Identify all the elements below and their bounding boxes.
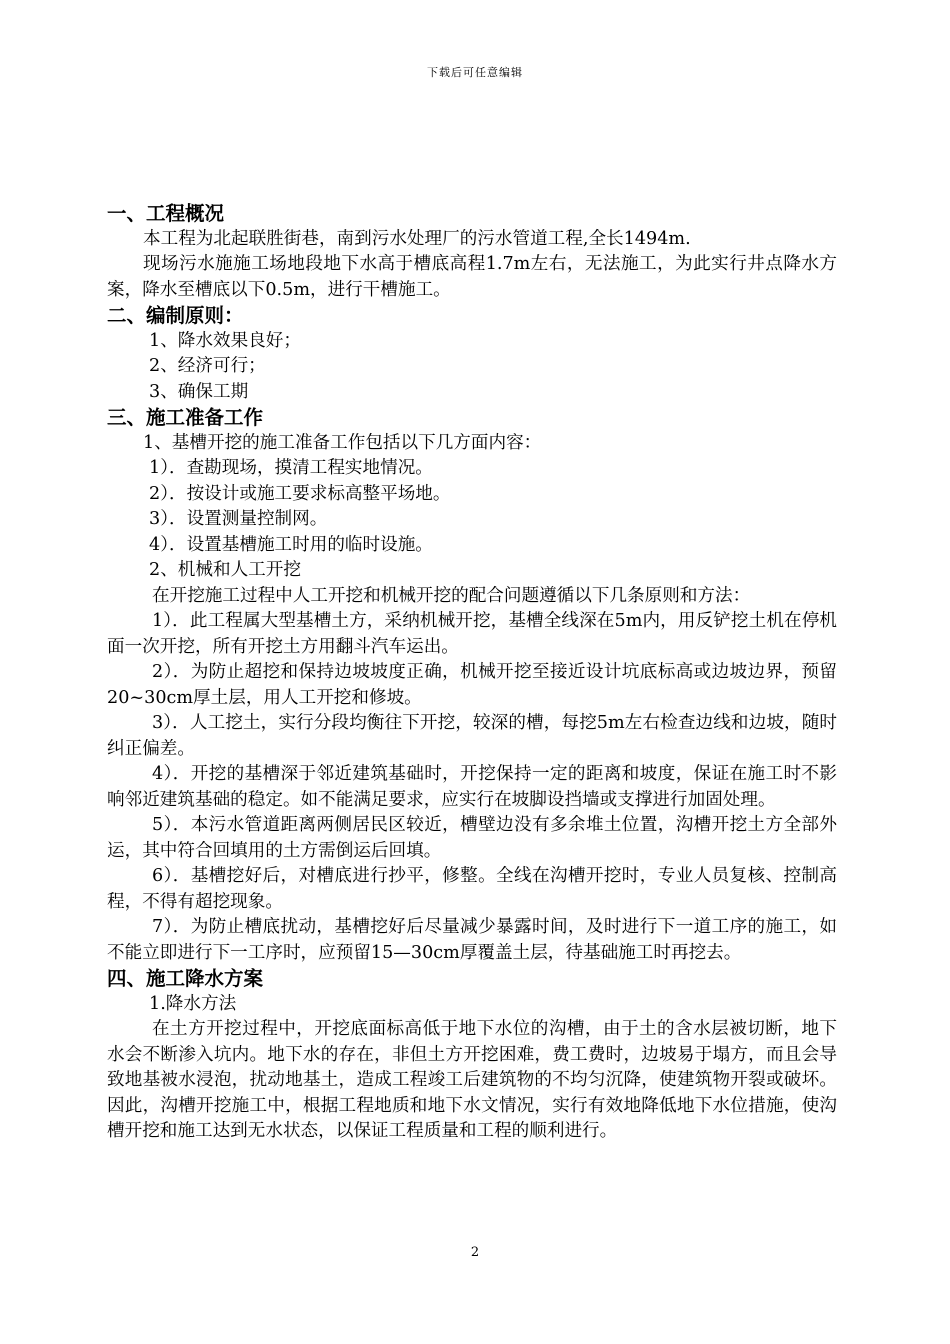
section-2-title: 二、编制原则：	[107, 304, 244, 327]
list-item: 4）．设置基槽施工时用的临时设施。	[149, 534, 433, 555]
page-number: 2	[470, 1245, 480, 1260]
paragraph: 在土方开挖过程中，开挖底面标高低于地下水位的沟槽，由于土的含水层被切断，地下水会不断渗入坑内。地下水的存在，非但土方开挖困难，费工费时，边坡易于塌方，而且会导致地基被水浸泡，扰动地基土，造成工程竣工后建筑物的不均匀沉降，使建筑物开裂或破坏。因此，沟槽开挖施工中，根据工程地质和地下水文情况，实行有效地降低地下水位措施，使沟槽开挖和施工达到无水状态，以保证工程质量和工程的顺利进行。	[107, 1019, 837, 1141]
section-1-title: 一、工程概况	[107, 202, 225, 225]
rule-paragraph: 7）．为防止槽底扰动，基槽挖好后尽量减少暴露时间，及时进行下一道工序的施工，如不能立即进行下一工序时，应预留15—30cm厚覆盖土层，待基础施工时再挖去。	[107, 917, 837, 963]
rule-paragraph: 2）．为防止超挖和保持边坡坡度正确，机械开挖至接近设计坑底标高或边坡边界，预留20~30cm厚土层，用人工开挖和修坡。	[107, 662, 837, 708]
rule-paragraph: 1）．此工程属大型基槽土方，采纳机械开挖，基槽全线深在5m内，用反铲挖土机在停机面一次开挖，所有开挖土方用翻斗汽车运出。	[107, 611, 837, 657]
section-1-paragraph: 本工程为北起联胜街巷，南到污水处理厂的污水管道工程,全长1494m.	[143, 228, 691, 249]
subsection-heading: 1.降水方法	[149, 993, 237, 1014]
paragraph: 在开挖施工过程中人工开挖和机械开挖的配合问题遵循以下几条原则和方法：	[152, 585, 751, 606]
rule-paragraph: 3）．人工挖土，实行分段均衡往下开挖，较深的槽，每挖5m左右检查边线和边坡，随时纠正偏差。	[107, 713, 837, 759]
list-item: 2、经济可行；	[149, 356, 266, 376]
section-4-title: 四、施工降水方案	[107, 967, 264, 990]
list-item: 1、降水效果良好；	[149, 330, 301, 351]
subsection-heading: 2、机械和人工开挖	[149, 560, 301, 580]
list-item: 3、确保工期	[149, 381, 249, 402]
document-body	[107, 201, 837, 1145]
list-item: 2）．按设计或施工要求标高整平场地。	[149, 483, 451, 504]
section-3-title: 三、施工准备工作	[107, 406, 264, 429]
page-header: 下载后可任意编辑	[427, 66, 523, 79]
list-item: 3）．设置测量控制网。	[149, 509, 328, 529]
subsection-heading: 1、基槽开挖的施工准备工作包括以下几方面内容：	[143, 432, 542, 453]
list-item: 1）．查勘现场，摸清工程实地情况。	[149, 458, 433, 478]
rule-paragraph: 4）．开挖的基槽深于邻近建筑基础时，开挖保持一定的距离和坡度，保证在施工时不影响邻近建筑基础的稳定。如不能满足要求，应实行在坡脚设挡墙或支撑进行加固处理。	[107, 764, 837, 810]
section-1-paragraph: 现场污水施施工场地段地下水高于槽底高程1.7m左右，无法施工，为此实行井点降水方案，降水至槽底以下0.5m，进行干槽施工。	[107, 254, 837, 300]
rule-paragraph: 5）．本污水管道距离两侧居民区较近，槽壁边没有多余堆土位置，沟槽开挖土方全部外运，其中符合回填用的土方需倒运后回填。	[107, 815, 837, 861]
rule-paragraph: 6）．基槽挖好后，对槽底进行抄平，修整。全线在沟槽开挖时，专业人员复核、控制高程，不得有超挖现象。	[107, 866, 837, 912]
